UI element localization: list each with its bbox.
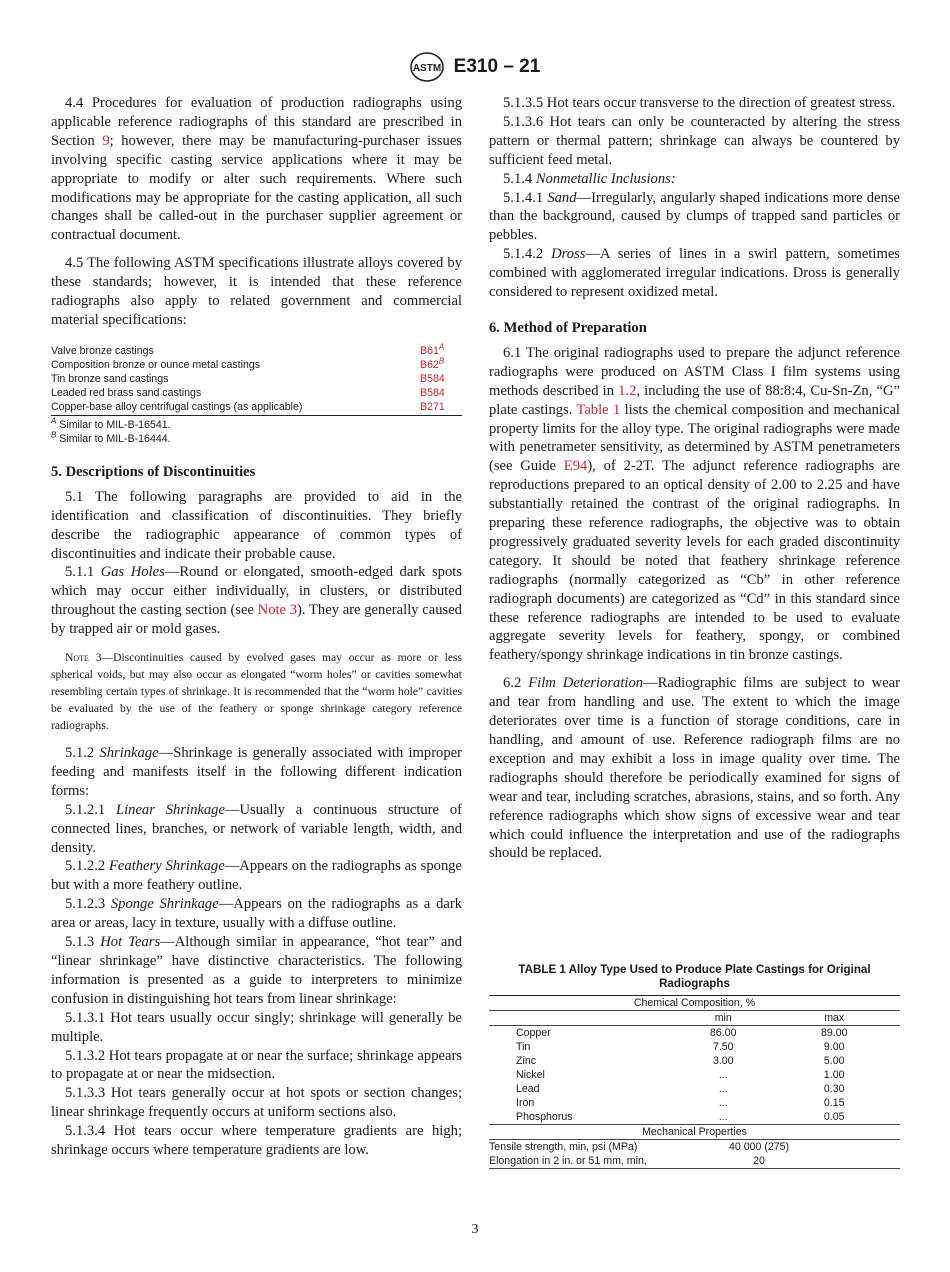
text: —Radiographic films are subject to wear and tear from handling and use. The extent to which the image deteriorates over time is a function of storage conditions, care in handling, and amount of use. Reference radiograph films are no exception and may exhibit a loss in image quality over time. The radiographs should therefore be periodically examined for signs of wear and tear, including scratches, abrasions, stains, and so forth. Any reference radiographs which show signs of excessive wear and tear which could influence the interpretation and use of the radiographs should be replaced. <box>489 675 901 862</box>
cell-max: 0.05 <box>823 1111 845 1123</box>
paragraph <box>51 744 462 801</box>
spec-row <box>51 358 462 372</box>
footnote-mark: A <box>51 416 57 426</box>
spec-row <box>51 400 462 414</box>
table-row <box>489 1110 900 1125</box>
cell-el: Iron <box>516 1097 535 1109</box>
text: 6.1 The original radiographs used to prepare the adjunct reference radiographs were produced on ASTM Class I film systems using methods described in <box>489 344 900 399</box>
text: , including the use of 88:8:4, Cu-Sn-Zn, “G” plate castings. <box>489 382 900 418</box>
cell-el: Lead <box>516 1083 540 1095</box>
spec-reference[interactable]: B271 <box>420 400 445 413</box>
text: 5.1.2.1 <box>65 801 116 818</box>
spec-row <box>51 386 462 400</box>
footnote-mark: B <box>51 430 57 440</box>
paragraph <box>51 857 462 895</box>
text: lists the chemical composition and mechanical property limits for the alloy type. The original radiographs were made with penetrameter sensitivity, as determined by ASTM penetrameters (see Guide <box>489 401 900 475</box>
cross-reference-link[interactable]: Note 3 <box>257 602 298 619</box>
table-row <box>489 1068 900 1082</box>
spec-reference[interactable]: B61 <box>420 344 439 357</box>
text: ; however, there may be manufacturing-purchaser issues involving specific casting service applications where it may be appropriate to modify or alter such requirements. Where such modifications may be appropriate for the casting application, all such changes shall be called-out in the purchaser supplier agreement or contractual document. <box>51 132 462 244</box>
paragraph <box>51 1009 462 1047</box>
text: 5.1.2.2 <box>65 858 109 875</box>
italic-term: Nonmetallic Inclusions: <box>535 170 676 187</box>
cell-el: Copper <box>516 1027 551 1039</box>
italic-term: Dross <box>551 246 586 263</box>
page-header <box>0 52 950 82</box>
cell-min: 86.00 <box>709 1027 737 1039</box>
cell-el: Nickel <box>516 1069 545 1081</box>
italic-term: Sponge Shrinkage <box>110 896 219 913</box>
text: 5. Descriptions of Discontinuities <box>51 463 256 480</box>
text: 5.1.3.2 Hot tears propagate at or near the surface; shrinkage appears to propagate at or near the midsection. <box>51 1047 462 1083</box>
italic-term: Sand <box>547 189 577 206</box>
italic-term: Gas Holes <box>100 564 165 581</box>
spec-list <box>51 344 462 446</box>
column-header-min: min <box>714 1012 732 1024</box>
cell-min: ... <box>718 1097 728 1109</box>
paragraph <box>489 170 900 189</box>
text: —A series of lines in a swirl pattern, sometimes combined with agglomerated irregular indications. Dross is generally considered to represent oxidized metal. <box>489 246 900 301</box>
cell-property: Elongation in 2 in. or 51 mm, min, <box>489 1155 647 1167</box>
spec-reference-link[interactable] <box>420 400 462 414</box>
paragraph <box>489 113 900 170</box>
italic-term: Hot Tears <box>100 934 161 951</box>
text: ). They are generally caused by trapped air or mold gases. <box>51 602 462 638</box>
alloy-table <box>489 995 900 1169</box>
table-1 <box>489 963 900 1169</box>
svg-text:ASTM: ASTM <box>412 63 441 74</box>
cell-min: ... <box>718 1111 728 1123</box>
spec-reference-link[interactable] <box>420 372 462 386</box>
page-number: 3 <box>471 1222 479 1237</box>
left-column <box>51 94 462 1160</box>
spec-name: Composition bronze or ounce metal castings <box>51 358 261 371</box>
italic-term: Linear Shrinkage <box>115 801 225 818</box>
standard-code: E310 – 21 <box>453 56 541 77</box>
section-header: Chemical Composition, % <box>633 997 756 1009</box>
footnote <box>51 418 462 432</box>
table-row <box>489 1096 900 1110</box>
cell-max: 5.00 <box>823 1055 845 1067</box>
text: —Appears on the radiographs as a dark area or areas, lacy in texture, usually with a diffuse outline. <box>51 896 462 932</box>
cell-property: Tensile strength, min, psi (MPa) <box>489 1141 638 1153</box>
column-header-max: max <box>824 1012 845 1024</box>
paragraph <box>489 674 900 863</box>
cell-max: 1.00 <box>823 1069 845 1081</box>
cell-max: 0.30 <box>823 1083 845 1095</box>
text: 5.1.3.4 Hot tears occur where temperature gradients are high; shrinkage occurs where temperature gradients are low. <box>51 1123 462 1159</box>
text: 5.1.3 <box>65 934 101 951</box>
table-row <box>489 1082 900 1096</box>
spec-reference[interactable]: B584 <box>420 386 445 399</box>
section-heading <box>489 319 900 338</box>
section-header: Mechanical Properties <box>642 1126 747 1138</box>
italic-term: Shrinkage <box>99 745 159 762</box>
text: 5.1.3.5 Hot tears occur transverse to the direction of greatest stress. <box>503 95 896 111</box>
table-row <box>489 1054 900 1068</box>
section-header-row <box>489 1125 900 1140</box>
astm-logo-icon <box>410 52 444 82</box>
note <box>51 649 462 734</box>
cell-el: Tin <box>516 1041 531 1053</box>
cell-value: 20 <box>753 1155 765 1167</box>
text: 6. Method of Preparation <box>489 319 647 336</box>
cell-el: Phosphorus <box>516 1111 573 1123</box>
cross-reference-link[interactable]: Table 1 <box>576 401 621 418</box>
paragraph <box>51 488 462 564</box>
cell-min: ... <box>718 1083 728 1095</box>
spec-row <box>51 344 462 358</box>
footnote-text: Similar to MIL-B-16444. <box>56 432 171 445</box>
cross-reference-link[interactable]: 9 <box>102 132 110 149</box>
paragraph <box>51 94 462 245</box>
footnote-mark: A <box>438 342 445 352</box>
text: 5.1 The following paragraphs are provided to aid in the identification and classification of discontinuities. They briefly describe the radiographic appearance of common types of discontinuities and indicate their probable cause. <box>51 488 462 562</box>
table-caption: TABLE 1 Alloy Type Used to Produce Plate Castings for Original Radiographs <box>518 963 871 990</box>
cell-min: 3.00 <box>712 1055 734 1067</box>
text: —Usually a continuous structure of connected lines, branches, or network of variable length, width, and density. <box>51 801 463 856</box>
paragraph <box>51 801 462 858</box>
cell-el: Zinc <box>516 1055 537 1067</box>
cross-reference-link[interactable]: 1.2 <box>618 382 637 399</box>
table-row <box>489 1040 900 1054</box>
paragraph <box>51 895 462 933</box>
italic-term: Feathery Shrinkage <box>109 858 225 875</box>
paragraph <box>489 344 900 665</box>
text: 3—Discontinuities caused by evolved gases may occur as more or less spherical voids, but may also occur as elongated “worm holes” or cavities somewhat resembling certain types of shrinkage. It is recommended that the “worm hole” cavities be evaluated by the use of the feathery or sponge shrinkage category reference radiographs. <box>51 651 462 733</box>
text: 4.4 Procedures for evaluation of production radiographs using applicable reference radiographs of this standard are prescribed in Section <box>51 95 462 149</box>
text: 6.2 <box>503 675 529 692</box>
italic-term: Film Deterioration <box>528 675 644 692</box>
footnote-mark: B <box>438 356 445 366</box>
cross-reference-link[interactable]: E94 <box>563 458 588 475</box>
text: 5.1.3.1 Hot tears usually occur singly; shrinkage will generally be multiple. <box>51 1009 462 1045</box>
cell-min: 7.50 <box>712 1041 734 1053</box>
note-label: Note <box>65 651 89 665</box>
text: 5.1.4.2 <box>503 246 552 263</box>
text: 4.5 The following ASTM specifications illustrate alloys covered by these standards; however, it is intended that these reference radiographs also apply to related government and commercial material specifications: <box>51 255 462 328</box>
text: 5.1.2 <box>65 745 100 762</box>
paragraph <box>51 1084 462 1122</box>
table-row <box>489 1154 900 1169</box>
spec-name: Leaded red brass sand castings <box>51 386 202 399</box>
spec-name: Tin bronze sand castings <box>51 372 169 385</box>
cell-value: 40 000 (275) <box>728 1141 790 1153</box>
spec-reference[interactable]: B62 <box>420 358 439 371</box>
cell-max: 9.00 <box>823 1041 845 1053</box>
table-rule <box>51 415 462 416</box>
cell-max: 0.15 <box>823 1097 845 1109</box>
table-row <box>489 1140 900 1155</box>
text: 5.1.3.6 Hot tears can only be counteracted by altering the stress pattern or thermal pattern; shrinkage can always be countered by sufficient feed metal. <box>489 113 900 168</box>
spec-name: Valve bronze castings <box>51 344 154 357</box>
paragraph <box>489 94 900 113</box>
text: ), of 2-2T. The adjunct reference radiographs are reproductions prepared to an optical density of 2.00 to 2.25 and have substantially retained the contrast of the original radiographs. In preparing these reference radiographs, the objective was to obtain progressively graduated severity levels for each graded discontinuity category. It should be noted that feathery shrinkage reference radiographs (normally categorized as “Cb” in other reference radiograph documents) are categorized as “Cd” in this standard since these reference radiographs are intended to be used to evaluate aggregate severity levels for feathery, spongy, or combined feathery/spongy shrinkage indications in tin bronze castings. <box>489 458 900 664</box>
text: 5.1.2.3 <box>65 896 111 913</box>
paragraph <box>489 189 900 246</box>
text: 5.1.4.1 <box>503 189 548 206</box>
text: —Appears on the radiographs as sponge but with a more feathery outline. <box>51 858 463 894</box>
spec-reference[interactable]: B584 <box>420 372 445 385</box>
text: —Although similar in appearance, “hot tear” and “linear shrinkage” have distinctive characteristics. The following information is presented as a guide to interpreters to minimize confusion in distinguishing hot tears from linear shrinkage: <box>51 934 462 1007</box>
footnote-text: Similar to MIL-B-16541. <box>56 418 171 431</box>
paragraph <box>51 933 462 1009</box>
spec-reference-link[interactable] <box>420 358 462 372</box>
text: 5.1.4 <box>503 170 536 187</box>
cell-min: ... <box>718 1069 728 1081</box>
text: 5.1.3.3 Hot tears generally occur at hot spots or section changes; linear shrinkage frequently occurs at uniform sections also. <box>51 1085 462 1121</box>
paragraph <box>51 1047 462 1085</box>
paragraph <box>489 245 900 302</box>
text: 5.1.1 <box>65 564 101 581</box>
cell-max: 89.00 <box>820 1027 848 1039</box>
paragraph <box>51 1122 462 1160</box>
table-row <box>489 1026 900 1041</box>
paragraph <box>51 254 462 330</box>
section-heading <box>51 463 462 482</box>
spec-name: Copper-base alloy centrifugal castings (as applicable) <box>51 400 303 413</box>
text: —Round or elongated, smooth-edged dark spots which may occur either individually, in clusters, or distributed throughout the casting section (see <box>51 564 462 619</box>
spec-reference-link[interactable] <box>420 386 462 400</box>
paragraph <box>51 563 462 639</box>
text: —Shrinkage is generally associated with improper feeding and manifests itself in the following different indication forms: <box>51 745 462 799</box>
text: —Irregularly, angularly shaped indications more dense than the background, caused by clumps of trapped sand particles or pebbles. <box>489 189 901 244</box>
footnote <box>51 432 462 446</box>
right-column <box>489 94 900 863</box>
spec-row <box>51 372 462 386</box>
